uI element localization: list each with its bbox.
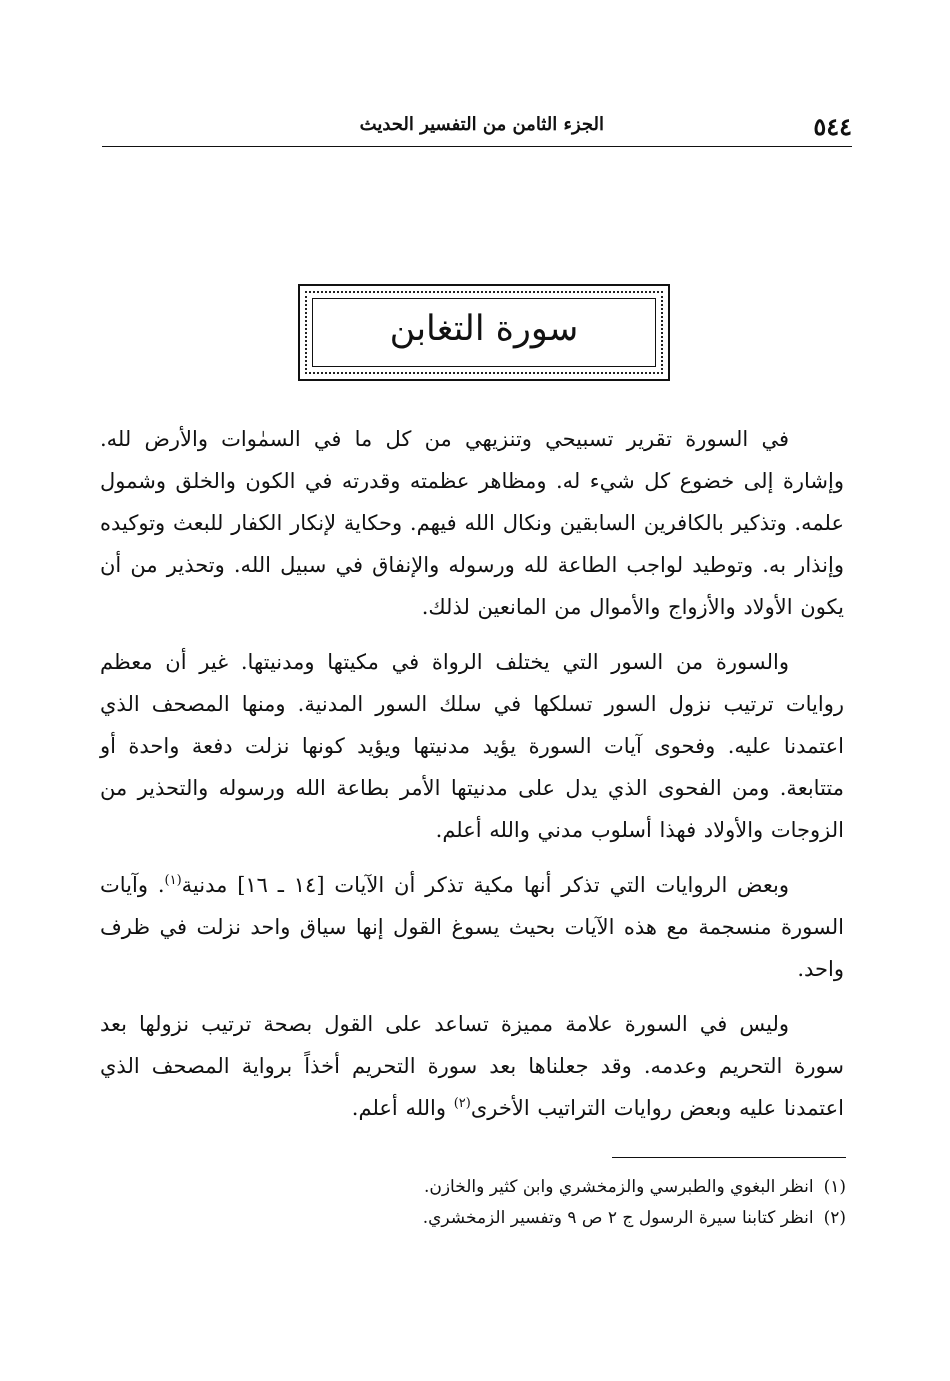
footnote-separator — [612, 1157, 846, 1158]
page-number: ٥٤٤ — [813, 112, 852, 141]
footnote-text-2: انظر كتابنا سيرة الرسول ج ٢ ص ٩ وتفسير الزمخشري. — [422, 1208, 814, 1228]
footnote-reference-1[interactable]: (١) — [164, 873, 182, 888]
footnotes — [100, 1172, 846, 1234]
footnote-text-1: انظر البغوي والطبرسي والزمخشري وابن كثير والخازن. — [423, 1177, 814, 1197]
running-title: الجزء الثامن من التفسير الحديث — [359, 114, 604, 135]
surah-title: سورة التغابن — [389, 309, 579, 349]
running-header — [102, 102, 852, 147]
paragraph-3 — [100, 864, 844, 990]
footnote-reference-2[interactable]: (٢) — [453, 1096, 471, 1111]
surah-title-frame — [298, 284, 670, 381]
title-inner-border — [312, 298, 656, 367]
paragraph-4-after-note: والله أعلم. — [351, 1096, 454, 1120]
paragraph-3-before-note: وبعض الروايات التي تذكر أنها مكية تذكر أن الآيات [١٤ ـ ١٦] مدنية — [181, 873, 789, 897]
paragraph-4-before-note: وليس في السورة علامة مميزة تساعد على القول بصحة ترتيب نزولها بعد سورة التحريم وعدمه. وقد جعلناها بعد سورة التحريم أخذاً برواية المصحف الذي اعتمدنا عليه وبعض روايات التراتيب الأخرى — [100, 1012, 844, 1120]
footnote-number-2: (٢) — [823, 1208, 846, 1228]
main-text — [100, 418, 844, 1129]
footnote-number-1: (١) — [823, 1177, 846, 1197]
footnote-2 — [100, 1203, 846, 1234]
paragraph-1: في السورة تقرير تسبيحي وتنزيهي من كل ما في السمٰوات والأرض لله. وإشارة إلى خضوع كل شيء له. ومظاهر عظمته وقدرته في الكون والخلق وشمول علمه. وتذكير بالكافرين السابقين ونكال الله فيهم. وحكاية لإنكار الكفار للبعث وتوكيده وإنذار به. وتوطيد لواجب الطاعة لله ورسوله والإنفاق في سبيل الله. وتحذير من أن يكون الأولاد والأزواج والأموال من المانعين لذلك. — [100, 427, 844, 619]
footnote-1 — [100, 1172, 846, 1203]
paragraph-3-after-note: . وآيات السورة منسجمة مع هذه الآيات بحيث يسوغ القول إنها سياق واحد نزلت في ظرف واحد. — [100, 873, 844, 981]
decorative-dotted-border — [305, 291, 663, 374]
paragraph-2: والسورة من السور التي يختلف الرواة في مكيتها ومدنيتها. غير أن معظم روايات ترتيب نزول السور تسلكها في سلك السور المدنية. ومنها المصحف الذي اعتمدنا عليه. وفحوى آيات السورة يؤيد مدنيتها ويؤيد كونها نزلت دفعة واحدة أو متتابعة. ومن الفحوى الذي يدل على مدنيتها الأمر بطاعة الله ورسوله والتحذير من الزوجات والأولاد فهذا أسلوب مدني والله أعلم. — [100, 650, 844, 842]
paragraph-4 — [100, 1003, 844, 1129]
